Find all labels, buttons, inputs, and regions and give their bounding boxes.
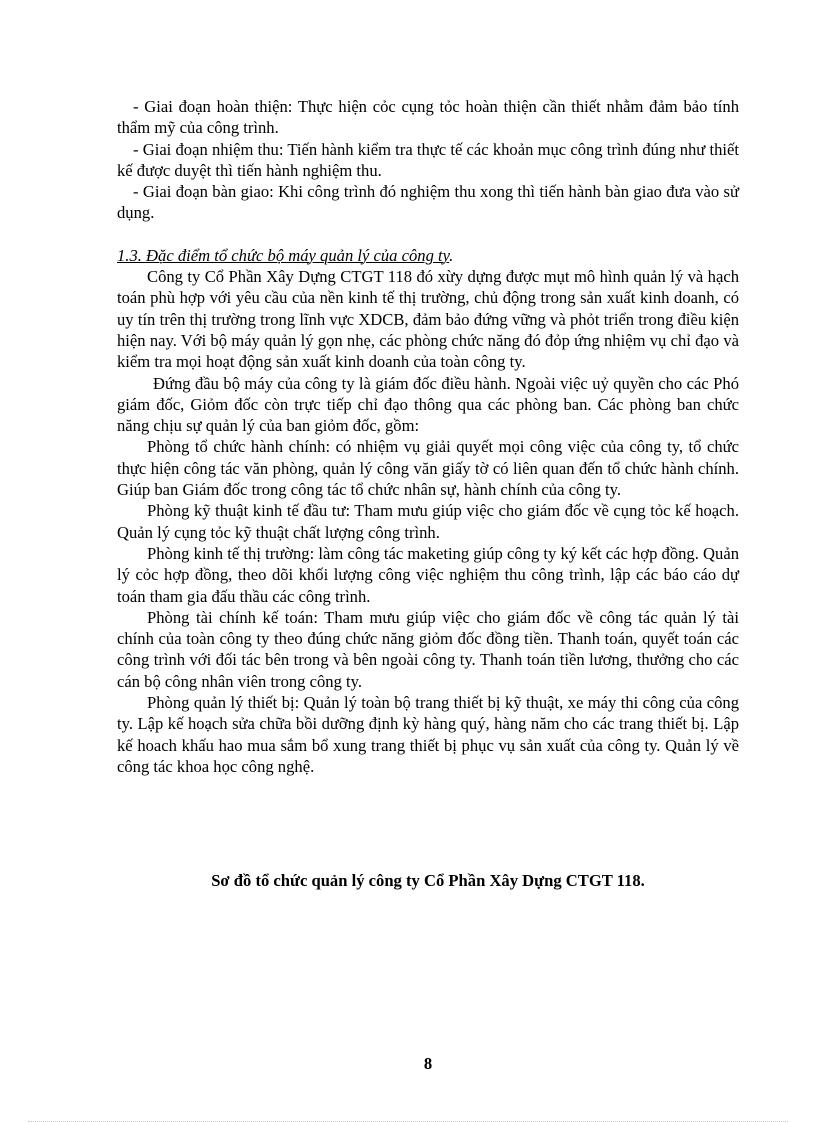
section-heading-text: 1.3. Đặc điểm tổ chức bộ máy quản lý của công ty xyxy=(117,245,450,265)
section-heading: 1.3. Đặc điểm tổ chức bộ máy quản lý của công ty. xyxy=(117,245,454,265)
equipment-dept-paragraph: Phòng quản lý thiết bị: Quản lý toàn bộ trang thiết bị kỹ thuật, xe máy thi công của công ty. Lập kế hoạch sửa chữa bồi dưỡng định kỳ hàng quý, hàng năm cho các trang thiết bị. Lập kế hoach khấu hao mua sắm bổ xung trang thiết bị phục vụ sản xuất của công ty. Quản lý về công tác khoa học công nghệ. xyxy=(117,693,739,776)
stage-handover-paragraph: - Giai đoạn bàn giao: Khi công trình đó nghiệm thu xong thì tiến hành bàn giao đưa vào sử dụng. xyxy=(117,182,739,223)
market-dept-paragraph: Phòng kinh tế thị trường: làm công tác maketing giúp công ty ký kết các hợp đồng. Quản lý cỏc hợp đồng, theo dõi khối lượng công việc nghiệm thu công trình, lập các báo cáo dự toán tham gia đấu thầu các công trình. xyxy=(117,543,739,606)
management-structure-paragraph: Đứng đầu bộ máy của công ty là giám đốc điều hành. Ngoài việc uỷ quyền cho các Phó giám đốc, Giỏm đốc còn trực tiếp chỉ đạo thông qua các phòng ban. Các phòng ban chức năng chịu sự quản lý của ban giỏm đốc, gồm: xyxy=(117,373,739,436)
stage-completion-paragraph: - Giai đoạn hoàn thiện: Thực hiện cỏc cụng tỏc hoàn thiện cần thiết nhằm đảm bảo tính thẩm mỹ của công trình. xyxy=(117,97,739,138)
page-bottom-rule xyxy=(28,1121,788,1122)
finance-dept-paragraph: Phòng tài chính kế toán: Tham mưu giúp việc cho giám đốc về công tác quản lý tài chính của toàn công ty theo đúng chức năng giỏm đốc đồng tiền. Thanh toán, quyết toán các công trình với đối tác bên trong và bên ngoài công ty. Thanh toán tiền lương, thưởng cho các cán bộ công nhân viên trong công ty. xyxy=(117,607,739,691)
body-text xyxy=(117,96,739,777)
page-number: 8 xyxy=(423,1054,433,1073)
company-overview-paragraph: Công ty Cổ Phần Xây Dựng CTGT 118 đó xừy dựng được mụt mô hình quản lý và hạch toán phù hợp với yêu cầu của nền kinh tế thị trường, chủ động trong sản xuất kinh doanh, có uy tín trên thị trường trong lĩnh vực XDCB, đảm bảo đứng vững và phỏt triển trong điều kiện hiện nay. Với bộ máy quản lý gọn nhẹ, các phòng chức năng đó đỏp ứng nhiệm vụ chỉ đạo và kiểm tra mọi hoạt động sản xuất kinh doanh của toàn công ty. xyxy=(117,267,739,372)
admin-dept-paragraph: Phòng tổ chức hành chính: có nhiệm vụ giải quyết mọi công việc của công ty, tổ chức thực hiện công tác văn phòng, quản lý công văn giấy tờ có liên quan đến tổ chức hành chính. Giúp ban Giám đốc trong công tác tổ chức nhân sự, hành chính của công ty. xyxy=(117,437,739,500)
technical-dept-paragraph: Phòng kỹ thuật kinh tế đầu tư: Tham mưu giúp việc cho giám đốc về cụng tỏc kế hoạch. Quản lý cụng tỏc kỹ thuật chất lượng công trình. xyxy=(117,501,739,542)
stage-acceptance-paragraph: - Giai đoạn nhiệm thu: Tiến hành kiểm tra thực tế các khoản mục công trình đúng như thiết kế được duyệt thì tiến hành nghiệm thu. xyxy=(117,139,739,180)
diagram-title: Sơ đồ tổ chức quản lý công ty Cổ Phần Xây Dựng CTGT 118. xyxy=(211,871,645,890)
